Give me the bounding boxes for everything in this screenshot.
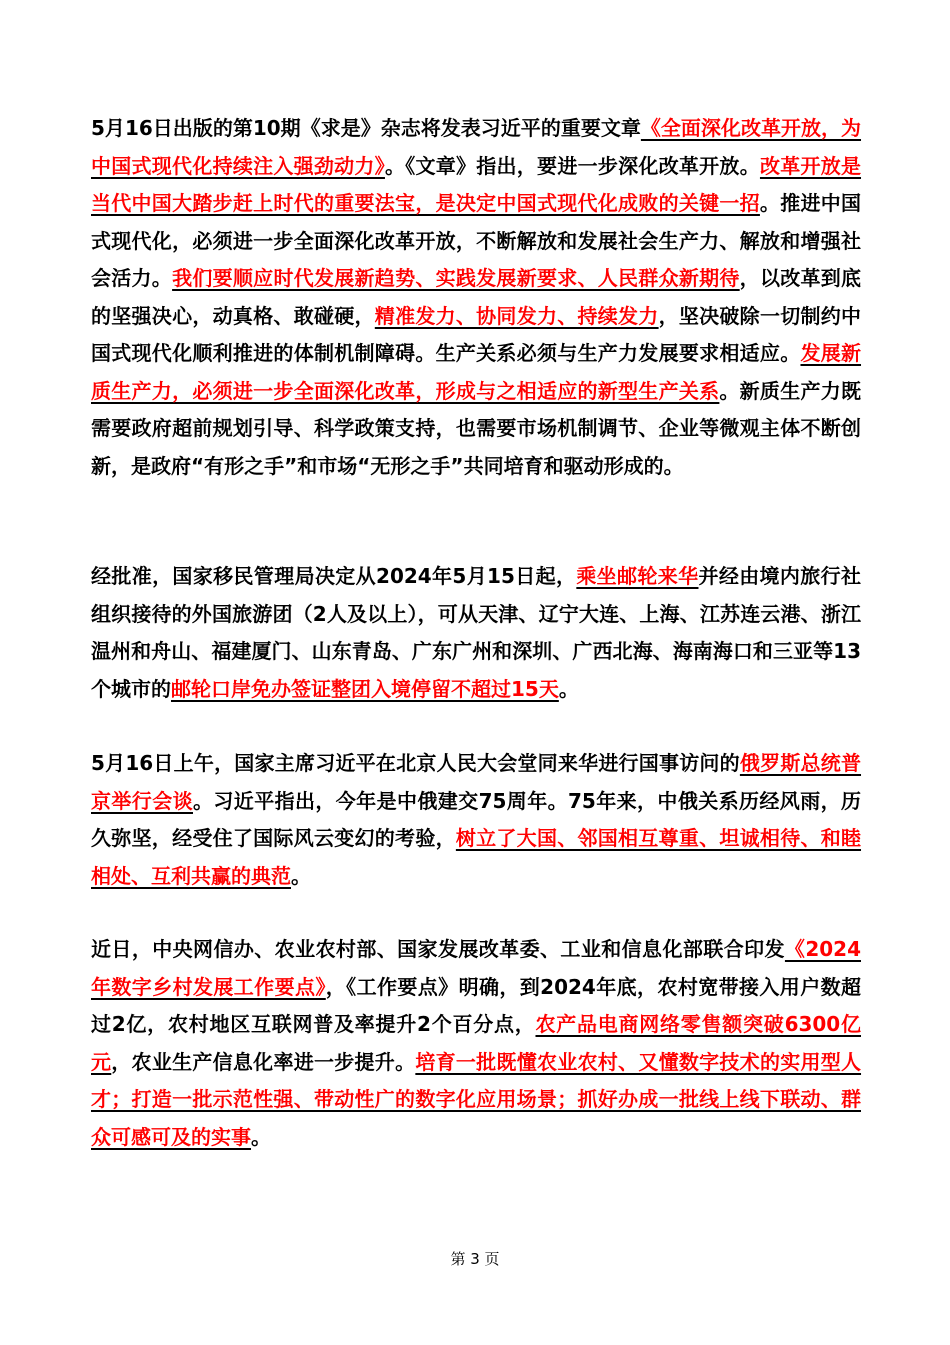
text-segment: 经批准，国家移民管理局决定从2024年5月15日起，	[91, 564, 577, 588]
text-segment: ，以改革到底的坚强决心，动真格、敢碰硬，	[91, 266, 862, 328]
text-segment: 。新质生产力既需要政府超前规划引导、科学政策支持，也需要市场机制调节、企业等微观主体不断创新，是政府“有形之手”和市场“无形之手”共同培育和驱动形成的。	[91, 378, 862, 478]
paragraph-china-russia-talks	[91, 745, 861, 895]
text-segment: 5月16日上午，国家主席习近平在北京人民大会堂同来华进行国事访问的	[91, 751, 740, 775]
text-segment: ，《工作要点》明确，到2024年底，农村宽带接入用户数超过2亿，农村地区互联网普及率提升2个百分点，	[91, 974, 861, 1036]
page-number: 第 3 页	[450, 1250, 500, 1268]
paragraph-digital-village	[91, 931, 861, 1156]
highlighted-text: 《2024年数字乡村发展工作要点》	[91, 937, 861, 999]
text-segment: 。	[251, 1124, 271, 1149]
text-segment: 。	[558, 676, 579, 701]
text-segment: 近日，中央网信办、农业农村部、国家发展改革委、工业和信息化部联合印发	[91, 937, 785, 961]
text-segment: 5月16日出版的第10期《求是》杂志将发表习近平的重要文章	[91, 116, 641, 140]
text-segment: ，农业生产信息化率进一步提升。	[111, 1049, 416, 1074]
paragraph-qiushi-article	[91, 110, 861, 485]
highlighted-text: 俄罗斯总统普京举行会谈	[91, 751, 862, 813]
highlighted-text: 我们要顺应时代发展新趋势、实践发展新要求、人民群众新期待	[172, 266, 740, 290]
text-segment: 。推进中国式现代化，必须进一步全面深化改革开放，不断解放和发展社会生产力、解放和增强社会活力。	[91, 191, 862, 290]
highlighted-text: 改革开放是当代中国大踏步赶上时代的重要法宝，是决定中国式现代化成败的关键一招	[91, 153, 862, 215]
highlighted-text: 培育一批既懂农业农村、又懂数字技术的实用型人才；打造一批示范性强、带动性广的数字化应用场景；抓好办成一批线上线下联动、群众可感可及的实事	[91, 1049, 862, 1149]
highlighted-text: 农产品电商网络零售额突破6300亿元	[91, 1012, 861, 1074]
text-segment: ，坚决破除一切制约中国式现代化顺利推进的体制机制障碍。生产关系必须与生产力发展要求相适应。	[91, 303, 862, 365]
text-segment: 并经由境内旅行社组织接待的外国旅游团（2人及以上），可从天津、辽宁大连、上海、江苏连云港、浙江温州和舟山、福建厦门、山东青岛、广东广州和深圳、广西北海、海南海口和三亚等13个城市的	[91, 564, 861, 701]
highlighted-text: 邮轮口岸免办签证整团入境停留不超过15天	[171, 676, 559, 701]
highlighted-text: 发展新质生产力，必须进一步全面深化改革，形成与之相适应的新型生产关系	[91, 341, 862, 403]
highlighted-text: 树立了大国、邻国相互尊重、坦诚相待、和睦相处、互利共赢的典范	[91, 826, 862, 888]
text-segment: 。《文章》指出，要进一步深化改革开放。	[384, 153, 760, 178]
paragraph-cruise-visa-free	[91, 558, 861, 708]
text-segment: 。习近平指出，今年是中俄建交75周年。75年来，中俄关系历经风雨，历久弥坚，经受住了国际风云变幻的考验，	[91, 788, 862, 850]
highlighted-text: 《全面深化改革开放，为中国式现代化持续注入强劲动力》	[91, 116, 862, 178]
highlighted-text: 乘坐邮轮来华	[576, 564, 699, 588]
highlighted-text: 精准发力、协同发力、持续发力	[374, 303, 659, 328]
text-segment: 。	[291, 863, 311, 888]
